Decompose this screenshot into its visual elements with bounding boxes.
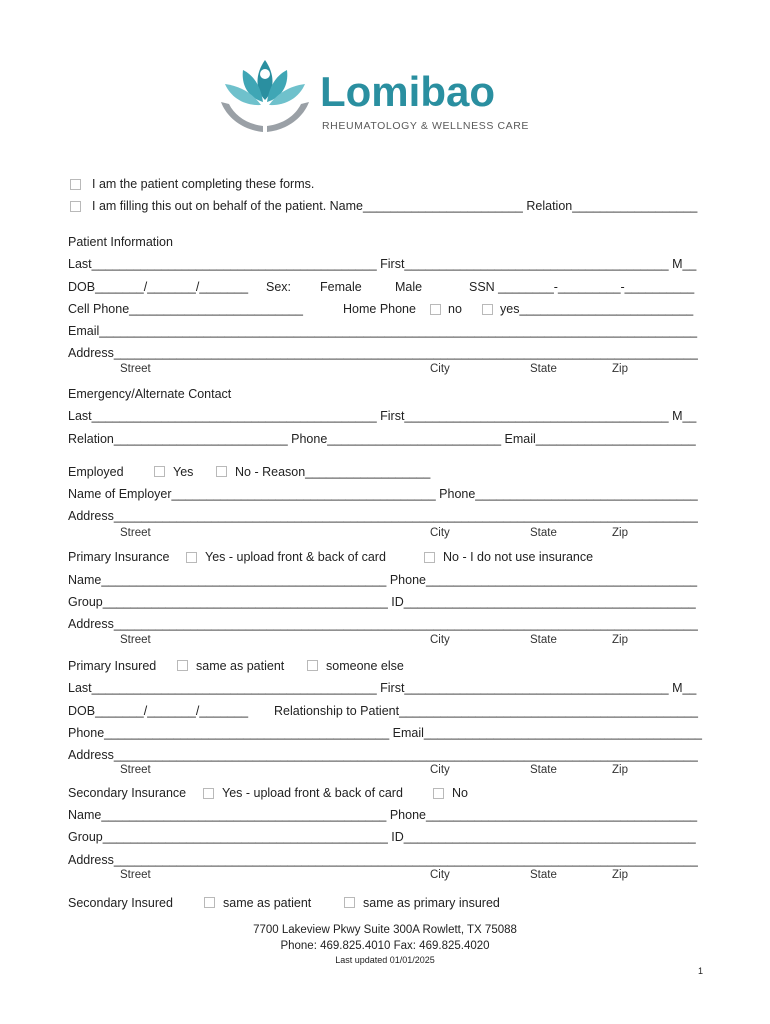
patient-self-label: I am the patient completing these forms. [92, 177, 315, 191]
emergency-name-line[interactable]: Last_________________________________________ First______________________________________ M__ [68, 409, 697, 423]
primary-insurance-no-checkbox[interactable] [424, 552, 435, 563]
behalf-label[interactable]: I am filling this out on behalf of the patient. Name_______________________ Relation__________________ [92, 199, 698, 213]
secondary-insurance-name-line[interactable]: Name_________________________________________ Phone_______________________________________ [68, 808, 698, 822]
home-phone-yes-checkbox[interactable] [482, 304, 493, 315]
home-phone-yes-field[interactable]: yes_________________________ [500, 302, 694, 316]
home-phone-no-checkbox[interactable] [430, 304, 441, 315]
primary-insured-phone-email-line[interactable]: Phone_________________________________________ Email________________________________________ [68, 726, 702, 740]
zip-sublabel: Zip [612, 634, 628, 646]
employed-no-checkbox[interactable] [216, 466, 227, 477]
footer-address: 7700 Lakeview Pkwy Suite 300A Rowlett, TX 75088 [253, 924, 517, 936]
employer-line[interactable]: Name of Employer______________________________________ Phone________________________________ [68, 487, 698, 501]
patient-self-checkbox[interactable] [70, 179, 81, 190]
patient-name-line[interactable]: Last_________________________________________ First______________________________________ M__ [68, 257, 697, 271]
state-sublabel: State [530, 363, 557, 375]
city-sublabel: City [430, 869, 450, 881]
secondary-insurance-address-field[interactable]: Address____________________________________________________________________________________ [68, 853, 698, 867]
cell-phone-field[interactable]: Cell Phone_________________________ [68, 302, 303, 316]
brand-tagline: RHEUMATOLOGY & WELLNESS CARE [322, 120, 530, 132]
secondary-insured-same-primary-label: same as primary insured [363, 896, 500, 910]
primary-insurance-yes-checkbox[interactable] [186, 552, 197, 563]
emergency-heading: Emergency/Alternate Contact [68, 387, 232, 401]
patient-address-field[interactable]: Address____________________________________________________________________________________ [68, 346, 698, 360]
secondary-insured-same-patient-checkbox[interactable] [204, 897, 215, 908]
home-phone-no-label: no [448, 302, 462, 316]
secondary-insurance-no-checkbox[interactable] [433, 788, 444, 799]
relationship-to-patient-field[interactable]: Relationship to Patient___________________________________________ [274, 704, 699, 718]
sex-label: Sex: [266, 280, 292, 294]
employer-address-field[interactable]: Address____________________________________________________________________________________ [68, 509, 698, 523]
secondary-insurance-no-label: No [452, 786, 468, 800]
ssn-field[interactable]: SSN ________-_________-__________ [469, 280, 695, 294]
sex-male-option[interactable]: Male [395, 280, 423, 294]
primary-insurance-no-label: No - I do not use insurance [443, 550, 594, 564]
state-sublabel: State [530, 527, 557, 539]
zip-sublabel: Zip [612, 363, 628, 375]
city-sublabel: City [430, 363, 450, 375]
emergency-relation-line[interactable]: Relation_________________________ Phone_________________________ Email_______________________ [68, 432, 696, 446]
state-sublabel: State [530, 764, 557, 776]
street-sublabel: Street [120, 869, 151, 881]
secondary-insured-label: Secondary Insured [68, 896, 173, 910]
employed-yes-checkbox[interactable] [154, 466, 165, 477]
zip-sublabel: Zip [612, 527, 628, 539]
street-sublabel: Street [120, 634, 151, 646]
patient-email-field[interactable]: Email______________________________________________________________________________________ [68, 324, 698, 338]
logo [215, 52, 555, 142]
city-sublabel: City [430, 634, 450, 646]
primary-insured-same-label: same as patient [196, 659, 285, 673]
primary-insurance-address-field[interactable]: Address____________________________________________________________________________________ [68, 617, 698, 631]
primary-insured-dob-field[interactable]: DOB_______/_______/_______ [68, 704, 249, 718]
primary-insurance-group-line[interactable]: Group_________________________________________ ID__________________________________________ [68, 595, 696, 609]
lotus-hands-icon [215, 52, 315, 142]
footer-last-updated: Last updated 01/01/2025 [335, 955, 435, 965]
patient-dob-field[interactable]: DOB_______/_______/_______ [68, 280, 249, 294]
primary-insured-else-label: someone else [326, 659, 404, 673]
footer-phone-fax: Phone: 469.825.4010 Fax: 469.825.4020 [280, 940, 490, 952]
primary-insurance-yes-label: Yes - upload front & back of card [205, 550, 386, 564]
secondary-insurance-yes-checkbox[interactable] [203, 788, 214, 799]
employed-yes-label: Yes [173, 465, 194, 479]
employed-no-reason-field[interactable]: No - Reason__________________ [235, 465, 431, 479]
secondary-insurance-yes-label: Yes - upload front & back of card [222, 786, 403, 800]
home-phone-label: Home Phone [343, 302, 416, 316]
street-sublabel: Street [120, 764, 151, 776]
employed-label: Employed [68, 465, 124, 479]
city-sublabel: City [430, 527, 450, 539]
secondary-insurance-group-line[interactable]: Group_________________________________________ ID__________________________________________ [68, 830, 696, 844]
city-sublabel: City [430, 764, 450, 776]
primary-insured-name-line[interactable]: Last_________________________________________ First______________________________________ M__ [68, 681, 697, 695]
secondary-insured-same-patient-label: same as patient [223, 896, 312, 910]
secondary-insured-same-primary-checkbox[interactable] [344, 897, 355, 908]
primary-insured-label: Primary Insured [68, 659, 157, 673]
primary-insured-else-checkbox[interactable] [307, 660, 318, 671]
zip-sublabel: Zip [612, 869, 628, 881]
primary-insurance-name-line[interactable]: Name_________________________________________ Phone_______________________________________ [68, 573, 698, 587]
sex-female-option[interactable]: Female [320, 280, 362, 294]
primary-insured-address-field[interactable]: Address____________________________________________________________________________________ [68, 748, 698, 762]
brand-name: Lomibao [320, 68, 495, 115]
behalf-checkbox[interactable] [70, 201, 81, 212]
state-sublabel: State [530, 634, 557, 646]
state-sublabel: State [530, 869, 557, 881]
primary-insured-same-checkbox[interactable] [177, 660, 188, 671]
primary-insurance-label: Primary Insurance [68, 550, 170, 564]
page-number: 1 [698, 966, 704, 976]
street-sublabel: Street [120, 527, 151, 539]
secondary-insurance-label: Secondary Insurance [68, 786, 187, 800]
patient-info-heading: Patient Information [68, 235, 173, 249]
street-sublabel: Street [120, 363, 151, 375]
zip-sublabel: Zip [612, 764, 628, 776]
